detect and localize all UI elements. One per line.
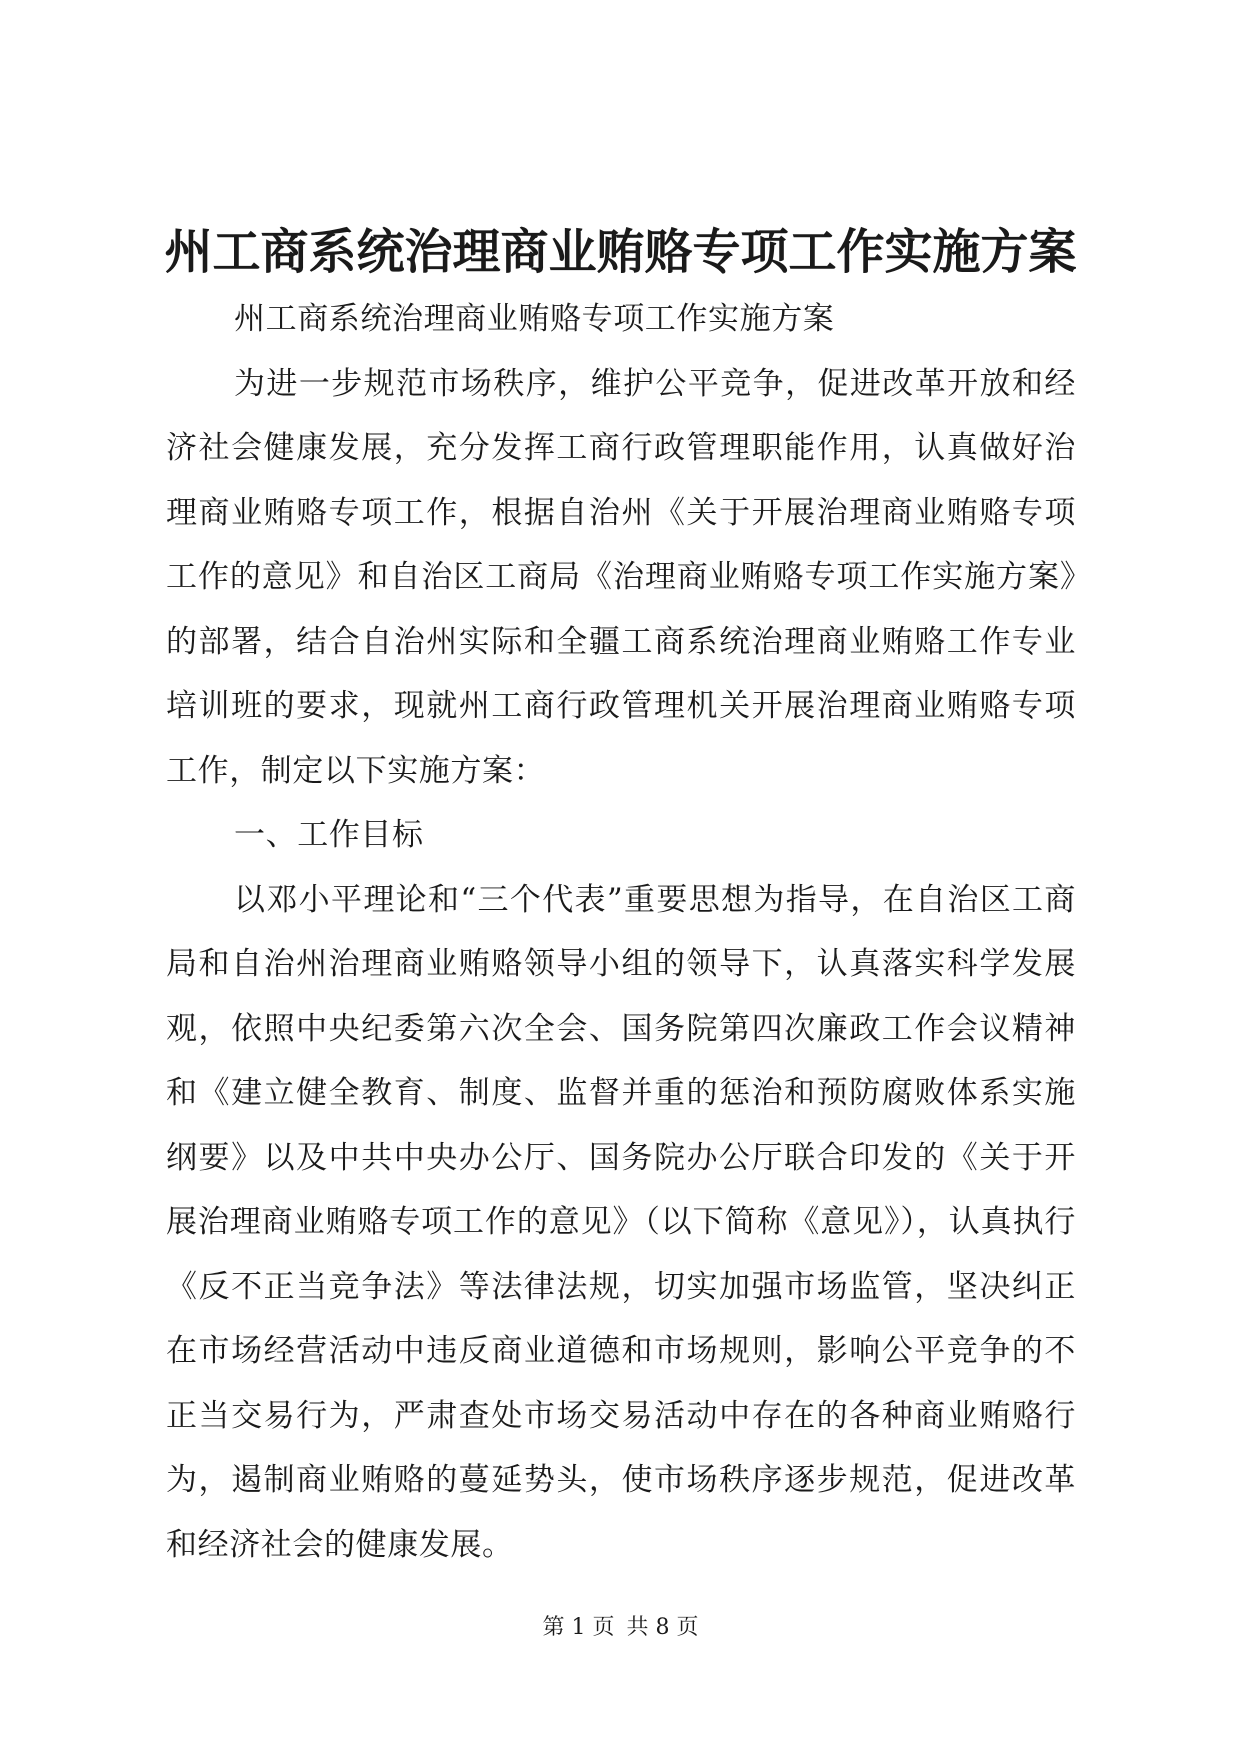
- document-title: 州工商系统治理商业贿赂专项工作实施方案: [164, 224, 1077, 280]
- page-number: 第 1 页: [542, 1615, 615, 1640]
- paragraph-intro: 为进一步规范市场秩序，维护公平竞争，促进改革开放和经济社会健康发展，充分发挥工商行政管理职能作用，认真做好治理商业贿赂专项工作，根据自治州《关于开展治理商业贿赂专项工作的意见》和自治区工商局《治理商业贿赂专项工作实施方案》的部署，结合自治州实际和全疆工商系统治理商业贿赂工作专业培训班的要求，现就州工商行政管理机关开展治理商业贿赂专项工作，制定以下实施方案：: [166, 365, 1076, 789]
- document-body: [166, 287, 1076, 1577]
- page-footer: [0, 1614, 1241, 1642]
- paragraph-subtitle: 州工商系统治理商业贿赂专项工作实施方案: [234, 301, 835, 337]
- paragraph-goals: 以邓小平理论和“三个代表”重要思想为指导，在自治区工商局和自治州治理商业贿赂领导小组的领导下，认真落实科学发展观，依照中央纪委第六次全会、国务院第四次廉政工作会议精神和《建立健全教育、制度、监督并重的惩治和预防腐败体系实施纲要》以及中共中央办公厅、国务院办公厅联合印发的《关于开展治理商业贿赂专项工作的意见》（以下简称《意见》），认真执行《反不正当竞争法》等法律法规，切实加强市场监管，坚决纠正在市场经营活动中违反商业道德和市场规则，影响公平竞争的不正当交易行为，严肃查处市场交易活动中存在的各种商业贿赂行为，遏制商业贿赂的蔓延势头，使市场秩序逐步规范，促进改革和经济社会的健康发展。: [166, 881, 1076, 1563]
- page-total: 共 8 页: [626, 1615, 699, 1640]
- section-heading-goals: 一、工作目标: [234, 817, 424, 853]
